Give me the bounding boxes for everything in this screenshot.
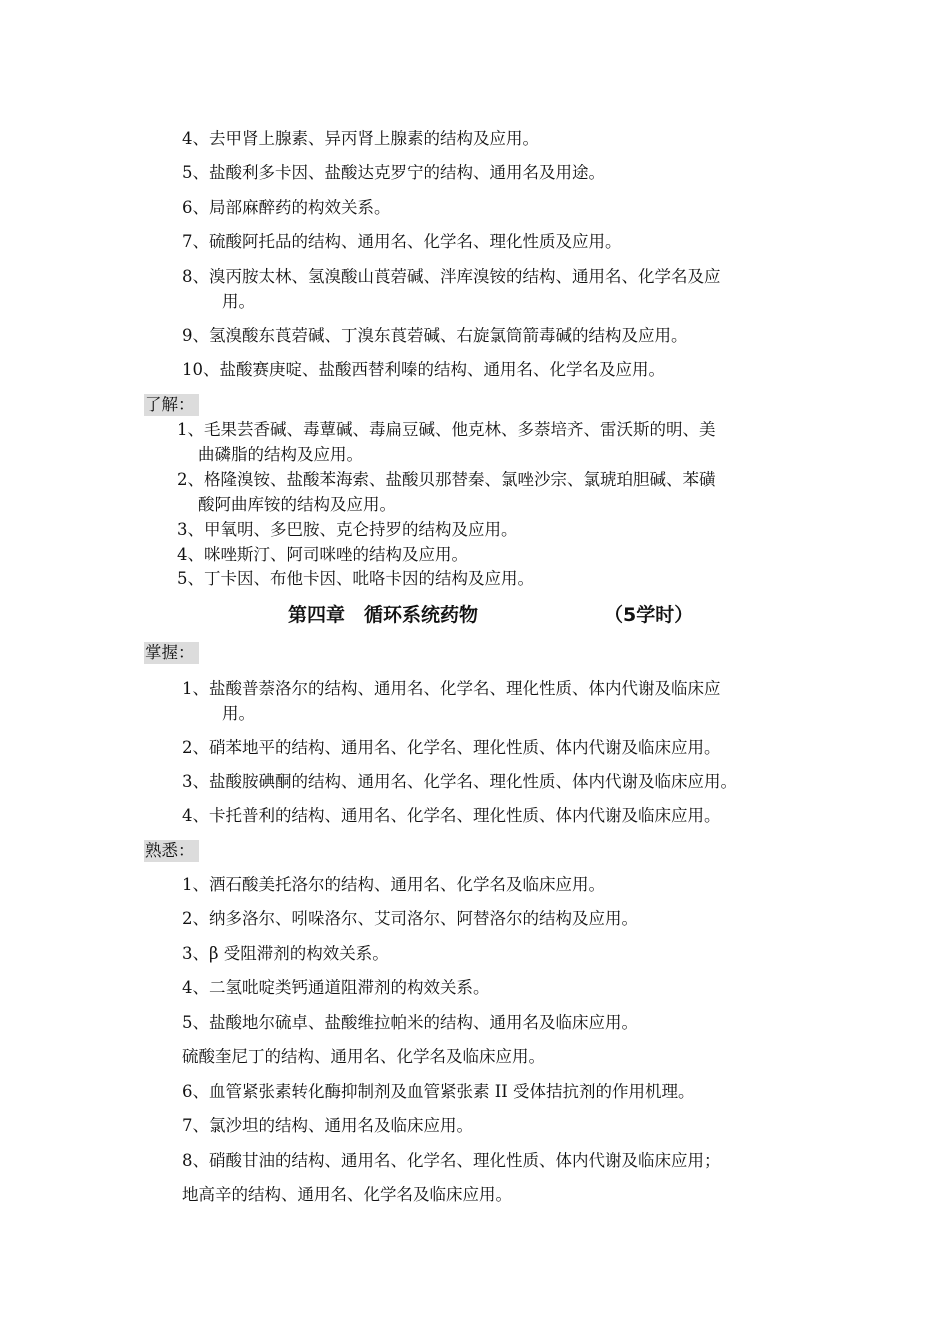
list-item-continuation: 硫酸奎尼丁的结构、通用名、化学名及临床应用。	[182, 1047, 545, 1066]
list-item-continuation: 地高辛的结构、通用名、化学名及临床应用。	[182, 1185, 512, 1204]
list-item: 6、局部麻醉药的构效关系。	[182, 198, 391, 217]
list-item: 1、盐酸普萘洛尔的结构、通用名、化学名、理化性质、体内代谢及临床应	[182, 679, 721, 698]
list-item-continuation: 用。	[222, 704, 255, 723]
list-item: 2、格隆溴铵、盐酸苯海索、盐酸贝那替秦、氯唑沙宗、氯琥珀胆碱、苯磺	[177, 470, 716, 489]
list-item: 9、氢溴酸东莨菪碱、丁溴东莨菪碱、右旋氯筒箭毒碱的结构及应用。	[182, 326, 688, 345]
list-item: 4、咪唑斯汀、阿司咪唑的结构及应用。	[177, 545, 468, 564]
chapter-title: 第四章 循环系统药物	[288, 604, 479, 626]
list-item: 1、酒石酸美托洛尔的结构、通用名、化学名及临床应用。	[182, 875, 605, 894]
section-label-familiar: 熟悉：	[144, 840, 199, 862]
list-item-continuation: 酸阿曲库铵的结构及应用。	[198, 495, 396, 514]
list-item: 3、甲氧明、多巴胺、克仑持罗的结构及应用。	[177, 520, 518, 539]
list-item: 5、丁卡因、布他卡因、吡咯卡因的结构及应用。	[177, 569, 534, 588]
list-item: 7、硫酸阿托品的结构、通用名、化学名、理化性质及应用。	[182, 232, 622, 251]
list-item: 3、盐酸胺碘酮的结构、通用名、化学名、理化性质、体内代谢及临床应用。	[182, 772, 737, 791]
list-item: 2、纳多洛尔、吲哚洛尔、艾司洛尔、阿替洛尔的结构及应用。	[182, 909, 638, 928]
list-item: 8、硝酸甘油的结构、通用名、化学名、理化性质、体内代谢及临床应用；	[182, 1151, 721, 1170]
list-item-continuation: 用。	[222, 292, 255, 311]
list-item: 1、毛果芸香碱、毒蕈碱、毒扁豆碱、他克林、多萘培齐、雷沃斯的明、美	[177, 420, 716, 439]
section-label-understand: 了解：	[144, 394, 199, 416]
chapter-hours: （5学时）	[604, 604, 694, 626]
list-item: 5、盐酸地尔硫卓、盐酸维拉帕米的结构、通用名及临床应用。	[182, 1013, 638, 1032]
list-item-continuation: 曲磷脂的结构及应用。	[198, 445, 363, 464]
list-item: 3、β 受阻滞剂的构效关系。	[182, 944, 389, 963]
section-label-master: 掌握：	[144, 642, 199, 664]
list-item: 4、去甲肾上腺素、异丙肾上腺素的结构及应用。	[182, 129, 539, 148]
list-item: 4、二氢吡啶类钙通道阻滞剂的构效关系。	[182, 978, 490, 997]
list-item: 4、卡托普利的结构、通用名、化学名、理化性质、体内代谢及临床应用。	[182, 806, 721, 825]
list-item: 6、血管紧张素转化酶抑制剂及血管紧张素 II 受体拮抗剂的作用机理。	[182, 1082, 695, 1101]
list-item: 8、溴丙胺太林、氢溴酸山莨菪碱、泮库溴铵的结构、通用名、化学名及应	[182, 267, 721, 286]
list-item: 5、盐酸利多卡因、盐酸达克罗宁的结构、通用名及用途。	[182, 163, 605, 182]
list-item: 7、氯沙坦的结构、通用名及临床应用。	[182, 1116, 473, 1135]
list-item: 2、硝苯地平的结构、通用名、化学名、理化性质、体内代谢及临床应用。	[182, 738, 721, 757]
list-item: 10、盐酸赛庚啶、盐酸西替利嗪的结构、通用名、化学名及应用。	[182, 360, 665, 379]
